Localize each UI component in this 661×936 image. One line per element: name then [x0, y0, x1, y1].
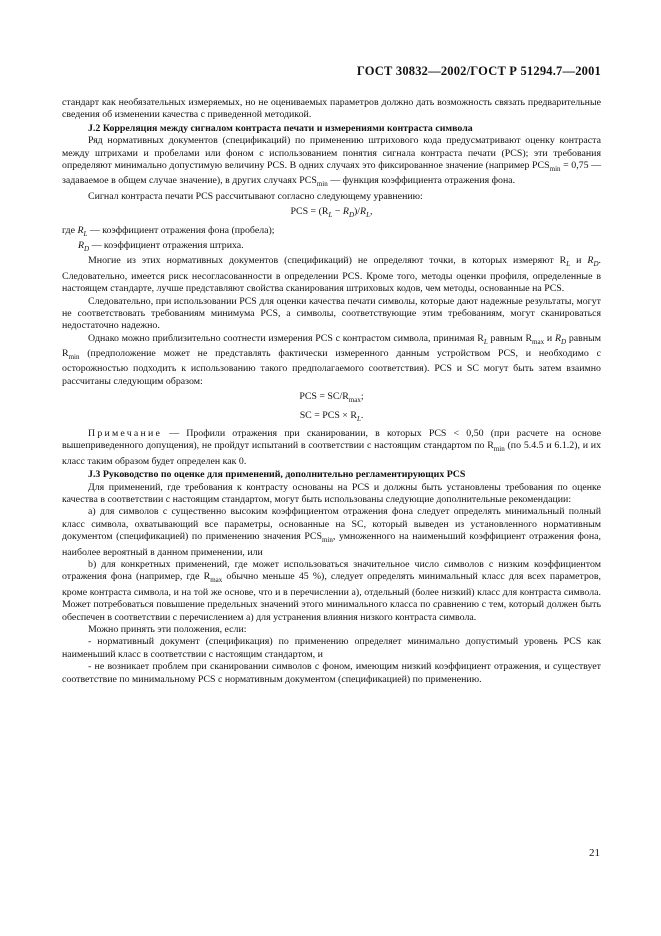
list-item: b) для конкретных применений, где может использоваться значительное число символов с низким коэффициентом отражения фона (например, где $R_{max}$ обычно меньше 45 %), следует определять минимальный класс для всех параметров, кроме контраста символа, и на той же основе, что и в перечислении а), отдельный (более низкий) класс для контраста символа. Может потребоваться повышение предельных значений этого минимального класса по сравнению с тем, который должен быть обеспечен в соответствии с перечислением а) для устранения влияния низкого контраста символа.	[62, 559, 601, 623]
formula-pcs-from-sc: PCS = $SC/R_{max}$;	[299, 391, 364, 405]
paragraph: Однако можно приблизительно соотнести измерения PCS с контрастом символа, принимая $R_L$ равным $R_{max}$ и $R_D$ равным $R_{min}$ (предположение может не представлять фактически измеренного данным устройством PCS, и необходимо с осторожностью подходить к использованию такого предполагаемого соответствия). PCS и SC могут быть затем взаимно рассчитаны следующим образом:	[62, 332, 601, 387]
paragraph: Следовательно, при использовании PCS для оценки качества печати символы, которые дают надежные результаты, могут не соответствовать требованиям минимума PCS, а символы, соответствующие этим требованиям, могут сканироваться недостаточно надежно.	[62, 295, 601, 332]
paragraph: Многие из этих нормативных документов (спецификаций) не определяют точки, в которых измеряют $R_L$ и $R_D$. Следовательно, имеется риск несогласованности в определении PCS. Кроме того, методы оценки профиля, определенные в настоящем стандарте, лучше представляют свойства сканирования штриховых кодов, чем методы, основанные на PCS.	[62, 255, 601, 295]
formula-sc-from-pcs: SC = PCS × $R_L$.	[299, 409, 364, 423]
list-item: а) для символов с существенно высоким коэффициентом отражения фона следует определять минимальный полный класс символа, охватывающий все параметры, основанные на SC, который выведен из установленного нормативным документом (спецификацией) по применению значения $PCS_{min}$, умноженного на наименьший коэффициент отражения фона, наиболее вероятный в данном применении, или	[62, 506, 601, 558]
paragraph: Для применений, где требования к контрасту основаны на PCS и должны быть установлены требования по оценке качества в соответствии с настоящим стандартом, могут быть использованы следующие дополнительные рекомендации:	[62, 481, 601, 506]
list-item: - не возникает проблем при сканировании символов с фоном, имеющим низкий коэффициент отражения, и существует соответствие по минимальному PCS с нормативным документом (спецификацией) по применению.	[62, 661, 601, 685]
variable-definition: $R_D$ — коэффициент отражения штриха.	[78, 239, 244, 253]
paragraph: Ряд нормативных документов (спецификаций) по применению штрихового кода предусматривают оценку контраста между штрихами и пробелами или фоном с использованием понятия сигнала контраста печати (PCS); эти требования определяют минимально допустимую величину PCS. В одних случаях это фиксированное значение (например $PCS_{min} = 0,75$ — задаваемое в общем случае значение), в других случаях $PCS_{min}$ — функция коэффициента отражения фона.	[62, 135, 602, 189]
page-number: 21	[589, 847, 600, 859]
variable-definition: где $R_L$ — коэффициент отражения фона (пробела);	[62, 224, 275, 238]
document-header: ГОСТ 30832—2002/ГОСТ Р 51294.7—2001	[356, 64, 601, 78]
page-body	[62, 97, 601, 686]
formula-pcs: PCS = $(R_L - R_D)/R_L$,	[290, 206, 373, 220]
paragraph: Сигнал контраста печати PCS рассчитывают согласно следующему уравнению:	[88, 190, 423, 202]
paragraph: стандарт как необязательных измеряемых, но не оцениваемых параметров должно дать возможность связать предварительные сведения об изменении качества с приведенной методикой.	[62, 97, 601, 121]
list-item: - нормативный документ (спецификация) по применению определяет минимально допустимый уровень PCS как наименьший класс в соответствии с настоящим стандартом, и	[62, 636, 601, 660]
section-heading-j3: J.3 Руководство по оценке для применений, дополнительно регламентирующих PCS	[88, 469, 466, 481]
note: Примечание — Профили отражения при сканировании, в которых PCS < 0,50 (при расчете на основе вышеприведенного допущения), не пройдут испытаний в соответствии с настоящим стандартом по $R_{min}$ (по 5.4.5 и 6.1.2), и их класс таким образом будет определен как 0.	[62, 428, 602, 467]
paragraph: Можно принять эти положения, если:	[88, 624, 247, 636]
section-heading-j2: J.2 Корреляция между сигналом контраста печати и измерениями контраста символа	[88, 122, 473, 134]
